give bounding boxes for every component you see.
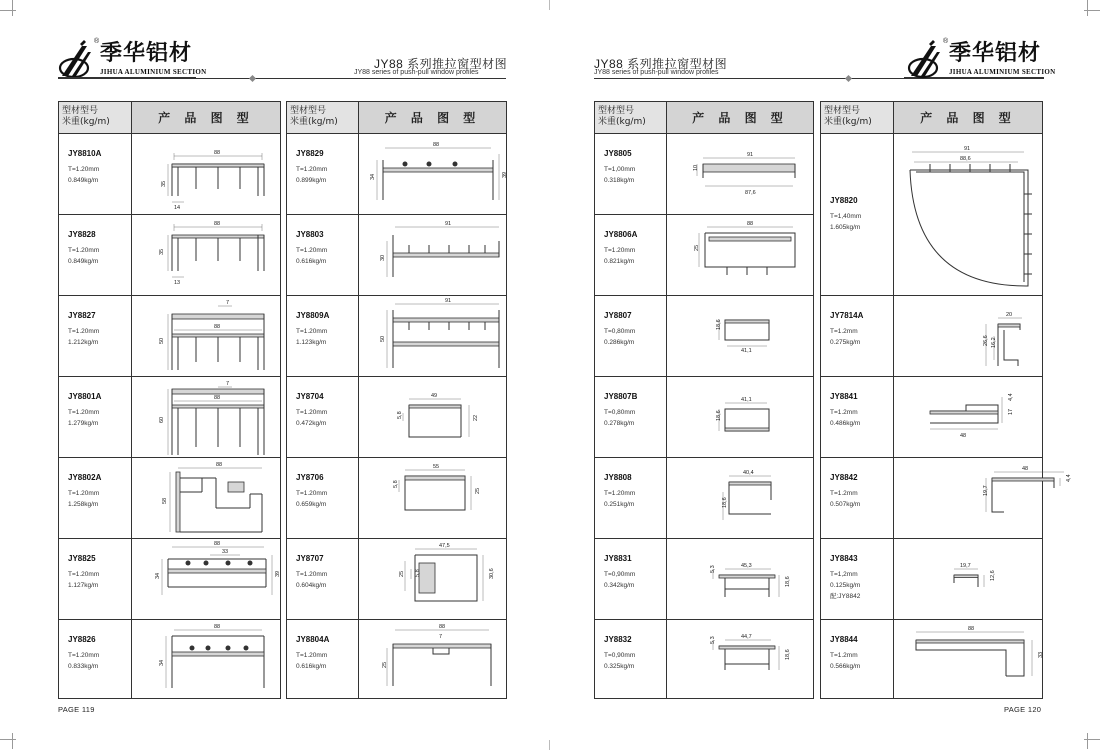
profile-drawing (667, 458, 813, 538)
header-rule (196, 78, 506, 79)
table-row: JY8826 T=1.20mm 0.833kg/m 88 34 (59, 620, 280, 698)
svg-text:5,8: 5,8 (393, 480, 399, 488)
svg-text:49: 49 (431, 393, 438, 399)
profile-drawing (132, 539, 280, 619)
profile-drawing (359, 134, 506, 214)
profile-drawing (359, 377, 506, 457)
table-row: JY8841 T=1.2mm 0.486kg/m 4,4 17 48 (821, 377, 1042, 458)
svg-text:4,4: 4,4 (1066, 474, 1072, 482)
svg-text:47,5: 47,5 (439, 543, 450, 549)
profile-drawing (667, 377, 813, 457)
profile-code: JY8808 (604, 473, 632, 482)
svg-text:88: 88 (214, 624, 221, 630)
logo-english: JIHUA ALUMINIUM SECTION (100, 68, 207, 76)
svg-text:88: 88 (214, 150, 221, 156)
logo-english: JIHUA ALUMINIUM SECTION (949, 68, 1056, 76)
profile-drawing (667, 296, 813, 376)
svg-text:88: 88 (216, 462, 223, 468)
table-row: JY8832 T=0,90mm 0.325kg/m 44,7 5,3 18,6 (595, 620, 813, 698)
table-row: JY8801A T=1.20mm 1.279kg/m 7 88 60 (59, 377, 280, 458)
logo-mark-icon (907, 40, 947, 80)
header-rule (594, 78, 904, 79)
svg-text:14: 14 (174, 205, 181, 211)
profile-drawing (667, 620, 813, 698)
profile-code: JY8807 (604, 311, 632, 320)
table-row: JY8804A T=1.20mm 0.616kg/m 88 7 25 (287, 620, 506, 698)
registered-mark: ® (943, 38, 949, 45)
svg-text:10: 10 (693, 164, 699, 171)
svg-text:30: 30 (380, 254, 386, 261)
header-model-weight: 型材型号 米重(kg/m) (595, 102, 667, 133)
header-drawing: 产 品 图 型 (132, 102, 280, 133)
header-rule (58, 77, 196, 79)
profile-code: JY8807B (604, 392, 638, 401)
svg-text:5,3: 5,3 (710, 636, 716, 644)
svg-text:88: 88 (439, 624, 446, 630)
profile-code: JY8806A (604, 230, 638, 239)
profile-code: JY8825 (68, 554, 96, 563)
svg-text:25: 25 (382, 661, 388, 668)
profile-table-right-b (820, 101, 1072, 699)
profile-code: JY8802A (68, 473, 102, 482)
profile-code: JY8843 (830, 554, 858, 563)
svg-text:17: 17 (1008, 408, 1014, 415)
registered-mark: ® (94, 38, 100, 45)
profile-drawing (894, 458, 1072, 538)
table-row: JY8820 T=1,40mm 1.605kg/m 91 88,6 (821, 134, 1042, 296)
svg-text:91: 91 (747, 152, 754, 158)
profile-drawing (894, 539, 1042, 619)
table-row: JY8828 T=1.20mm 0.849kg/m 88 35 13 (59, 215, 280, 296)
svg-text:39: 39 (502, 171, 508, 178)
svg-text:88,6: 88,6 (960, 156, 971, 162)
table-row: JY8805 T=1,00mm 0.318kg/m 91 10 87,6 (595, 134, 813, 215)
table-row: JY8807 T=0,80mm 0.286kg/m 18,6 41,1 (595, 296, 813, 377)
svg-text:4,4: 4,4 (1008, 393, 1014, 401)
profile-drawing (132, 296, 280, 376)
profile-drawing (359, 215, 506, 295)
table-row: JY7814A T=1.2mm 0.275kg/m 20 26,6 16,2 (821, 296, 1042, 377)
svg-text:41,1: 41,1 (741, 397, 752, 403)
svg-text:35: 35 (159, 248, 165, 255)
svg-text:55: 55 (433, 464, 440, 470)
profile-code: JY8828 (68, 230, 96, 239)
svg-text:88: 88 (214, 324, 221, 330)
svg-text:91: 91 (445, 221, 452, 227)
profile-drawing (894, 134, 1042, 295)
profile-code: JY8820 (830, 196, 858, 205)
profile-table-left-b (286, 101, 507, 699)
svg-text:5,8: 5,8 (397, 411, 403, 419)
svg-text:40,4: 40,4 (743, 470, 754, 476)
svg-text:88: 88 (968, 626, 975, 632)
table-row: JY8803 T=1.20mm 0.616kg/m 91 30 (287, 215, 506, 296)
profile-code: JY8809A (296, 311, 330, 320)
rule-ornament (845, 75, 852, 82)
svg-text:5,8: 5,8 (415, 569, 421, 577)
company-logo (58, 40, 206, 80)
profile-code: JY8844 (830, 635, 858, 644)
svg-text:33: 33 (1038, 651, 1044, 658)
profile-code: JY7814A (830, 311, 864, 320)
svg-text:19,7: 19,7 (960, 563, 971, 569)
svg-text:7: 7 (226, 300, 230, 306)
svg-text:88: 88 (214, 221, 221, 227)
fold-mark (549, 0, 550, 10)
profile-code: JY8801A (68, 392, 102, 401)
table-header (595, 102, 813, 134)
page-number: PAGE 119 (58, 705, 95, 714)
svg-text:91: 91 (445, 298, 452, 304)
svg-text:16,2: 16,2 (991, 337, 997, 348)
profile-code: JY8804A (296, 635, 330, 644)
svg-text:34: 34 (370, 173, 376, 180)
company-logo (907, 40, 1055, 80)
svg-text:7: 7 (226, 381, 230, 387)
svg-text:18,6: 18,6 (785, 576, 791, 587)
svg-text:88: 88 (214, 541, 221, 547)
crop-mark (0, 10, 1, 11)
svg-text:7: 7 (439, 634, 443, 640)
header-drawing: 产 品 图 型 (359, 102, 506, 133)
table-row: JY8707 T=1.20mm 0.604kg/m 47,5 25 5,8 30,6 (287, 539, 506, 620)
table-row: JY8810A T=1.20mm 0.849kg/m 88 35 14 (59, 134, 280, 215)
profile-drawing (894, 377, 1042, 457)
profile-drawing (667, 134, 813, 214)
header-model-weight: 型材型号 米重(kg/m) (821, 102, 894, 133)
svg-text:25: 25 (399, 570, 405, 577)
svg-text:58: 58 (162, 497, 168, 504)
profile-code: JY8827 (68, 311, 96, 320)
table-row: JY8842 T=1.2mm 0.507kg/m 48 19,7 4,4 (821, 458, 1042, 539)
svg-text:45,3: 45,3 (741, 563, 752, 569)
profile-drawing (667, 539, 813, 619)
table-row: JY8843 T=1,2mm 0.125kg/m 配:JY8842 19,7 12,6 (821, 539, 1042, 620)
svg-text:35: 35 (161, 180, 167, 187)
svg-text:50: 50 (380, 335, 386, 342)
profile-drawing (667, 215, 813, 295)
profile-code: JY8704 (296, 392, 324, 401)
logo-chinese: 季华铝材 (100, 41, 193, 66)
svg-text:20: 20 (1006, 312, 1013, 318)
table-row: JY8802A T=1.20mm 1.258kg/m 88 58 (59, 458, 280, 539)
profile-code: JY8826 (68, 635, 96, 644)
page-subtitle: JY88 series of push-pull window profiles (354, 69, 479, 76)
page-title: JY88 系列推拉窗型材图 (374, 57, 508, 71)
svg-text:39: 39 (275, 570, 281, 577)
table-row: JY8809A T=1.20mm 1.123kg/m 91 50 (287, 296, 506, 377)
profile-code: JY8706 (296, 473, 324, 482)
svg-text:18,6: 18,6 (785, 649, 791, 660)
profile-code: JY8841 (830, 392, 858, 401)
profile-drawing (359, 539, 506, 619)
crop-mark (0, 739, 1, 740)
table-row: JY8807B T=0,80mm 0.278kg/m 41,1 18,6 (595, 377, 813, 458)
table-row: JY8706 T=1.20mm 0.659kg/m 55 5,8 25 (287, 458, 506, 539)
svg-text:41,1: 41,1 (741, 348, 752, 354)
profile-drawing (894, 620, 1042, 698)
page-subtitle: JY88 series of push-pull window profiles (594, 69, 719, 76)
table-header (59, 102, 280, 134)
profile-drawing (132, 377, 280, 457)
svg-text:48: 48 (1022, 466, 1029, 472)
profile-table-left-a (58, 101, 281, 699)
profile-code: JY8805 (604, 149, 632, 158)
svg-text:19,7: 19,7 (983, 485, 989, 496)
profile-drawing (132, 458, 280, 538)
svg-text:88: 88 (214, 395, 221, 401)
table-row: JY8806A T=1.20mm 0.821kg/m 88 25 (595, 215, 813, 296)
rule-ornament (249, 75, 256, 82)
table-header (287, 102, 506, 134)
svg-text:30,6: 30,6 (489, 568, 495, 579)
svg-text:34: 34 (159, 659, 165, 666)
svg-text:18,6: 18,6 (722, 497, 728, 508)
svg-text:87,6: 87,6 (745, 190, 756, 196)
logo-mark-icon (58, 40, 98, 80)
svg-text:5,3: 5,3 (710, 565, 716, 573)
svg-text:33: 33 (222, 549, 229, 555)
profile-drawing (132, 134, 280, 214)
table-row: JY8829 T=1.20mm 0.899kg/m 88 34 39 (287, 134, 506, 215)
fold-mark (549, 740, 550, 750)
header-model-weight: 型材型号 米重(kg/m) (59, 102, 132, 133)
page-title: JY88 系列推拉窗型材图 (594, 57, 728, 71)
profile-code: JY8707 (296, 554, 324, 563)
svg-text:88: 88 (747, 221, 754, 227)
svg-text:34: 34 (155, 572, 161, 579)
svg-text:60: 60 (159, 416, 165, 423)
header-drawing: 产 品 图 型 (894, 102, 1042, 133)
svg-text:91: 91 (964, 146, 971, 152)
svg-text:50: 50 (159, 337, 165, 344)
svg-text:26,6: 26,6 (983, 335, 989, 346)
svg-text:25: 25 (475, 487, 481, 494)
table-row: JY8808 T=1.20mm 0.251kg/m 40,4 18,6 (595, 458, 813, 539)
header-drawing: 产 品 图 型 (667, 102, 813, 133)
profile-table-right-a (594, 101, 814, 699)
svg-text:18,6: 18,6 (716, 410, 722, 421)
svg-text:25: 25 (694, 244, 700, 251)
profile-drawing (894, 296, 1042, 376)
table-row: JY8704 T=1.20mm 0.472kg/m 49 5,8 22 (287, 377, 506, 458)
table-row: JY8827 T=1.20mm 1.212kg/m 7 88 50 (59, 296, 280, 377)
svg-text:48: 48 (960, 433, 967, 439)
svg-text:88: 88 (433, 142, 440, 148)
profile-code: JY8810A (68, 149, 102, 158)
profile-code: JY8832 (604, 635, 632, 644)
header-model-weight: 型材型号 米重(kg/m) (287, 102, 359, 133)
svg-text:13: 13 (174, 280, 181, 286)
svg-text:18,6: 18,6 (716, 319, 722, 330)
table-header (821, 102, 1042, 134)
profile-drawing (132, 620, 280, 698)
table-row: JY8825 T=1.20mm 1.127kg/m 88 33 34 39 (59, 539, 280, 620)
svg-text:12,6: 12,6 (990, 570, 996, 581)
svg-text:44,7: 44,7 (741, 634, 752, 640)
profile-drawing (359, 296, 506, 376)
profile-code: JY8803 (296, 230, 324, 239)
page-number: PAGE 120 (1004, 705, 1042, 714)
svg-text:22: 22 (473, 414, 479, 421)
profile-code: JY8829 (296, 149, 324, 158)
profile-drawing (359, 620, 506, 698)
profile-code: JY8831 (604, 554, 632, 563)
table-row: JY8831 T=0,90mm 0.342kg/m 45,3 5,3 18,6 (595, 539, 813, 620)
profile-code: JY8842 (830, 473, 858, 482)
logo-chinese: 季华铝材 (949, 41, 1042, 66)
profile-drawing (132, 215, 280, 295)
profile-drawing (359, 458, 506, 538)
table-row: JY8844 T=1.2mm 0.566kg/m 88 33 (821, 620, 1042, 698)
